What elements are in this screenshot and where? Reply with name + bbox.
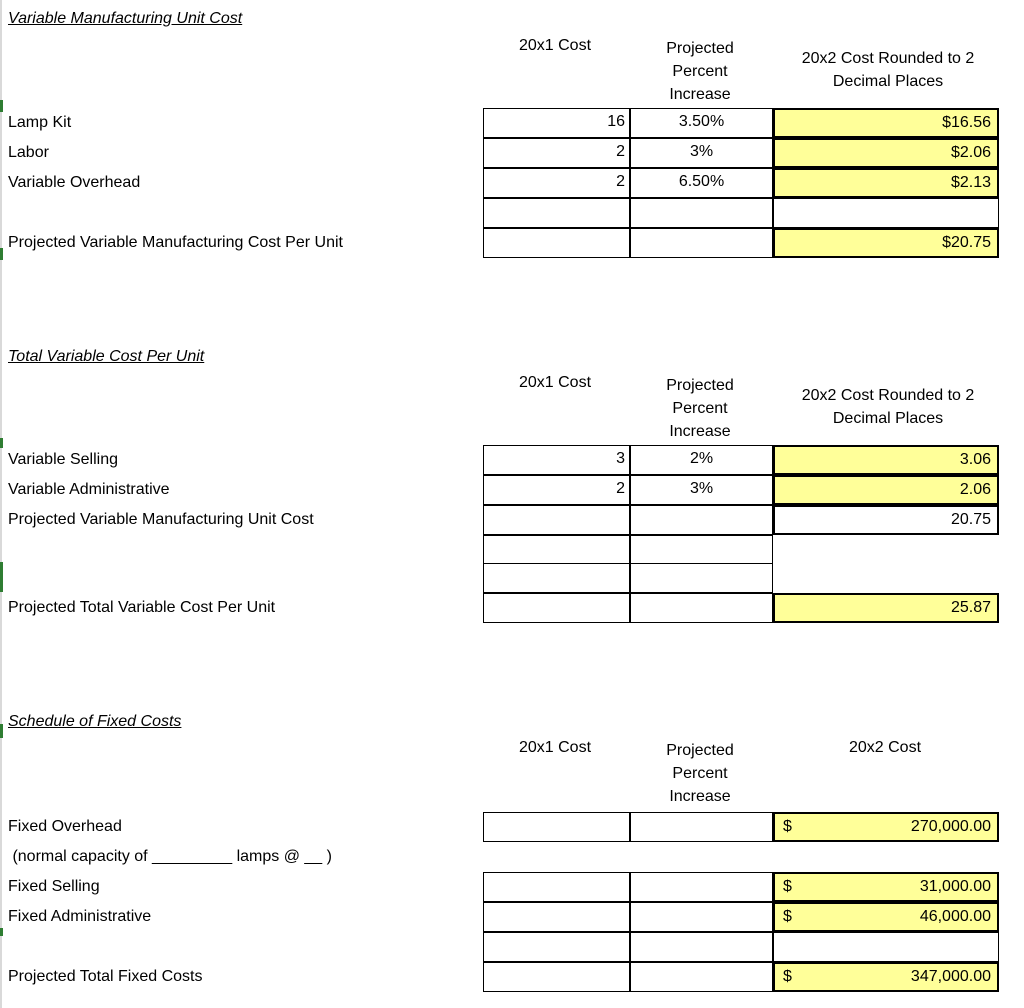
cell-empty[interactable] [630,593,773,623]
cell-labor-20x2[interactable]: $2.06 [773,138,999,168]
cell-projected-variable-mfg-cost[interactable]: $20.75 [773,228,999,258]
row-label-fixed-selling: Fixed Selling [8,878,100,895]
row-label-projected-total-fixed-costs: Projected Total Fixed Costs [8,968,203,985]
header-20x2-cost-rounded: 20x2 Cost Rounded to 2 Decimal Places [801,50,975,90]
gutter-marker [0,724,3,738]
cell-variable-overhead-20x1[interactable]: 2 [483,168,630,198]
row-label-projected-total-variable-cost: Projected Total Variable Cost Per Unit [8,599,276,616]
cell-empty[interactable] [630,198,773,228]
header-projected-percent-increase: Projected Percent Increase [666,40,734,103]
cell-fixed-overhead-20x2[interactable] [773,812,999,842]
cell-variable-overhead-pct[interactable]: 6.50% [630,168,773,198]
cell-empty[interactable] [483,228,630,258]
cell-projected-variable-mfg-unit-cost[interactable]: 20.75 [773,505,999,535]
cell-variable-selling-pct[interactable]: 2% [630,445,773,475]
fixed-admin-value: 46,000.00 [919,908,991,925]
row-label-projected-variable-mfg-cost: Projected Variable Manufacturing Cost Per Unit [8,234,343,251]
cell-variable-selling-20x2[interactable]: 3.06 [773,445,999,475]
row-label-fixed-administrative: Fixed Administrative [8,908,152,925]
header-20x2-cost: 20x2 Cost [848,739,922,756]
currency-symbol: $ [783,878,792,895]
cell-fixed-selling-20x2[interactable] [773,872,999,902]
cell-empty[interactable] [483,902,630,932]
total-fixed-costs-value: 347,000.00 [910,968,991,985]
section-title-variable-manufacturing: Variable Manufacturing Unit Cost [8,10,243,27]
row-label-normal-capacity: (normal capacity of _________ lamps @ __ ) [8,848,332,865]
row-label-variable-administrative: Variable Administrative [8,481,170,498]
cell-empty[interactable] [630,228,773,258]
cell-empty[interactable] [630,812,773,842]
cell-empty[interactable] [630,505,773,535]
row-label-labor: Labor [8,144,49,161]
cell-variable-admin-20x2[interactable]: 2.06 [773,475,999,505]
currency-symbol: $ [783,818,792,835]
cell-empty[interactable] [483,593,630,623]
cell-empty[interactable] [630,932,773,962]
cell-empty[interactable] [483,535,630,565]
fixed-selling-value: 31,000.00 [919,878,991,895]
cell-variable-selling-20x1[interactable]: 3 [483,445,630,475]
cell-empty[interactable] [630,902,773,932]
gutter-marker [0,562,3,592]
row-label-variable-overhead: Variable Overhead [8,174,141,191]
row-label-lamp-kit: Lamp Kit [8,114,72,131]
cell-variable-admin-pct[interactable]: 3% [630,475,773,505]
cell-labor-20x1[interactable]: 2 [483,138,630,168]
cell-empty[interactable] [483,505,630,535]
gutter-marker [0,248,3,260]
cell-projected-total-fixed-costs[interactable] [773,962,999,992]
row-label-projected-variable-mfg-unit-cost: Projected Variable Manufacturing Unit Cost [8,511,314,528]
currency-symbol: $ [783,968,792,985]
header-projected-percent-increase: Projected Percent Increase [666,742,734,805]
cell-empty[interactable] [630,872,773,902]
cell-projected-total-variable-cost[interactable]: 25.87 [773,593,999,623]
currency-symbol: $ [783,908,792,925]
cell-empty[interactable] [773,932,999,962]
cell-empty[interactable] [483,962,630,992]
cell-empty[interactable] [483,872,630,902]
cell-empty[interactable] [483,563,630,593]
sheet-left-gridline [0,0,2,1008]
cell-empty[interactable] [483,812,630,842]
header-projected-percent-increase: Projected Percent Increase [666,377,734,440]
row-label-variable-selling: Variable Selling [8,451,118,468]
cell-empty[interactable] [773,198,999,228]
cell-empty[interactable] [483,932,630,962]
header-20x1-cost: 20x1 Cost [518,739,592,756]
header-20x2-cost-rounded: 20x2 Cost Rounded to 2 Decimal Places [801,387,975,427]
header-20x1-cost: 20x1 Cost [518,374,592,391]
gutter-marker [0,928,3,936]
cell-labor-pct[interactable]: 3% [630,138,773,168]
row-label-fixed-overhead: Fixed Overhead [8,818,122,835]
gutter-marker [0,100,3,112]
cell-empty[interactable] [630,535,773,565]
cell-variable-overhead-20x2[interactable]: $2.13 [773,168,999,198]
cell-lamp-kit-20x1[interactable]: 16 [483,108,630,138]
header-20x1-cost: 20x1 Cost [518,37,592,54]
cell-variable-admin-20x1[interactable]: 2 [483,475,630,505]
section-title-total-variable-cost: Total Variable Cost Per Unit [8,348,205,365]
fixed-overhead-value: 270,000.00 [910,818,991,835]
cell-empty[interactable] [483,198,630,228]
cell-empty[interactable] [630,962,773,992]
cell-fixed-admin-20x2[interactable] [773,902,999,932]
gutter-marker [0,438,3,448]
cell-lamp-kit-pct[interactable]: 3.50% [630,108,773,138]
cell-empty[interactable] [630,563,773,593]
section-title-fixed-costs: Schedule of Fixed Costs [8,713,182,730]
cell-lamp-kit-20x2[interactable]: $16.56 [773,108,999,138]
